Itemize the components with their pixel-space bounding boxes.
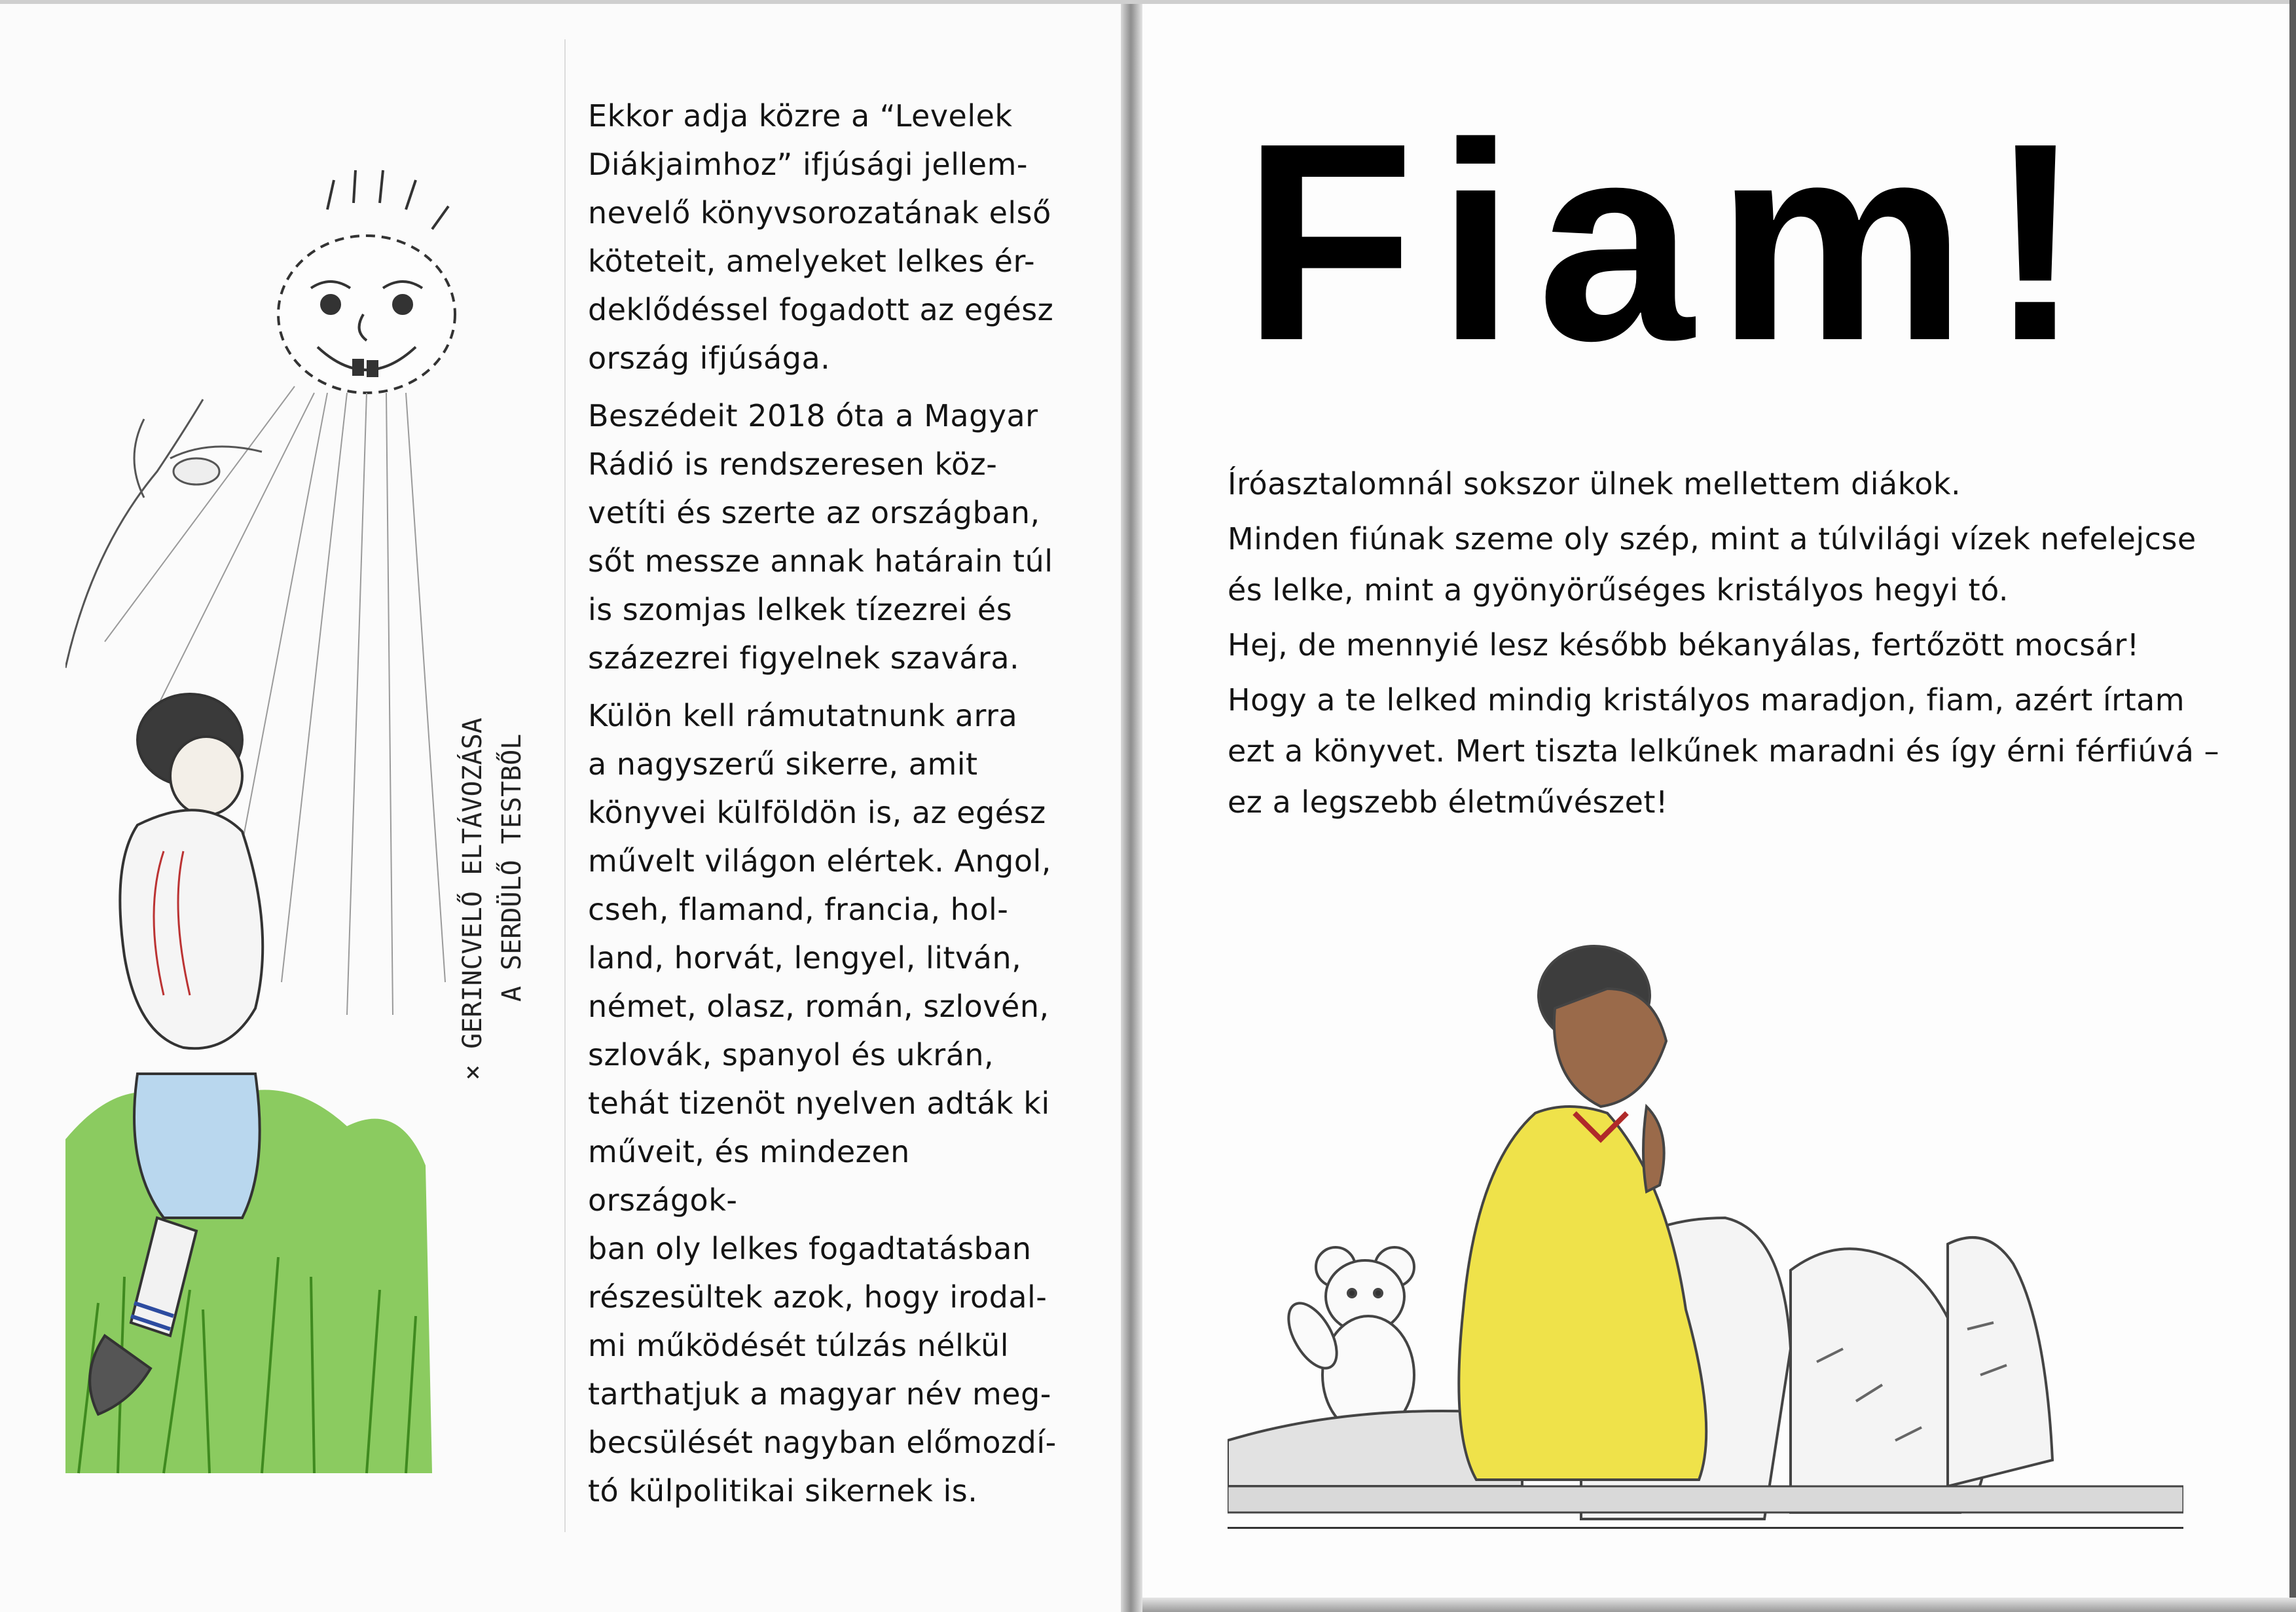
page-headline: Fiam! xyxy=(1243,85,2105,399)
margin-annotation xyxy=(456,718,527,1080)
annotation-line-1: × GERINCVELŐ ELTÁVOZÁSA xyxy=(458,718,488,1080)
right-paragraph-4: Hogy a te lelked mindig kristályos maradjon, fiam, azért írtam ezt a könyvet. Mert tiszta lelkűnek maradni és így érni férfiúvá – ez a legszebb életművészet! xyxy=(1228,682,2220,820)
branch-with-bird xyxy=(65,399,262,668)
boy-praying-to-sun-illustration xyxy=(65,131,550,1519)
right-edge xyxy=(2289,0,2296,1612)
left-paragraph-2: Beszédeit 2018 óta a Magyar Rádió is rendszeresen köz- vetíti és szerte az országban, sőt messze annak határain túl is szomjas lelkek tízezrei és százezrei figyelnek szavára. xyxy=(588,398,1053,676)
floor-board xyxy=(1228,1486,2183,1512)
book-gutter xyxy=(1121,0,1142,1612)
column-divider xyxy=(564,39,566,1532)
teddy-bear-icon xyxy=(1279,1247,1414,1434)
annotation-line-2: A SERDÜLŐ TESTBŐL xyxy=(497,733,527,1002)
right-body-text xyxy=(1228,458,2249,832)
left-paragraph-1: Ekkor adja közre a “Levelek Diákjaimhoz” ifjúsági jellem- nevelő könyvsorozatának első köteteit, amelyeket lelkes ér- deklődéssel fogadott az egész ország ifjúsága. xyxy=(588,98,1054,376)
left-paragraph-3: Külön kell rámutatnunk arra a nagyszerű sikerre, amit könyvei külföldön is, az egész művelt világon elértek. Angol, cseh, flamand, francia, hol- land, horvát, lengyel, litván, német, olasz, román, szlovén, szlovák, spanyol és ukrán, tehát tizenöt nyelven adták ki műveit, és mindezen országok- ban oly lelkes fogadtatásban részesültek azok, hogy irodal- mi működését túlzás nélkül tarthatjuk a magyar név meg- becsülését nagyban előmozdí- tó külpolitikai sikernek is. xyxy=(588,698,1057,1509)
right-paragraph-3: Hej, de mennyié lesz később békanyálas, fertőzött mocsár! xyxy=(1228,627,2140,663)
sun-face-icon xyxy=(278,170,455,393)
floor-line xyxy=(1228,1527,2183,1529)
bottom-edge xyxy=(1142,1598,2296,1612)
left-body-text xyxy=(588,92,1059,1524)
right-illustration-svg xyxy=(1228,904,2183,1526)
kneeling-boy-illustration xyxy=(1228,904,2183,1526)
top-edge xyxy=(0,0,2296,4)
right-paragraph-2: Minden fiúnak szeme oly szép, mint a túlvilági vízek nefelejcse és lelke, mint a gyönyörűséges kristályos hegyi tó. xyxy=(1228,521,2196,608)
kneeling-boy-yellow xyxy=(1459,946,1706,1480)
right-paragraph-1: Íróasztalomnál sokszor ülnek mellettem diákok. xyxy=(1228,466,1961,502)
left-illustration-svg xyxy=(65,131,550,1519)
